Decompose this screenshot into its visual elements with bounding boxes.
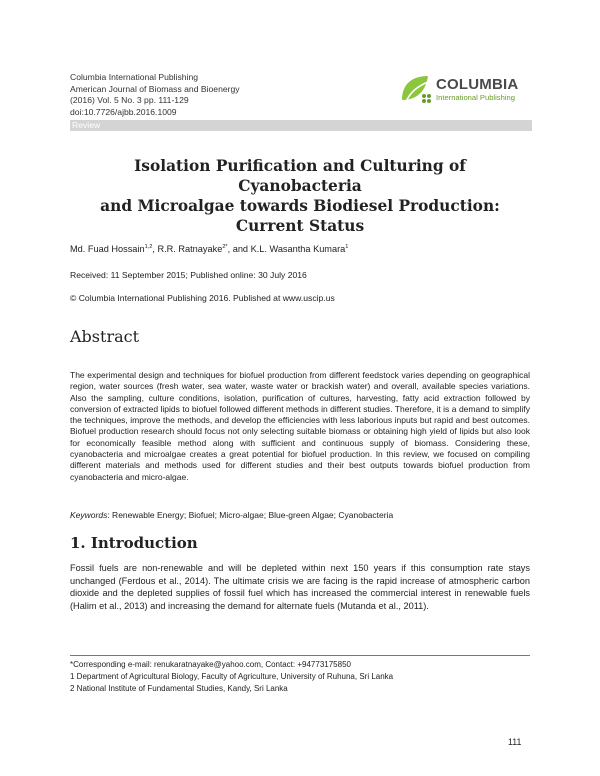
footnote-corresponding: *Corresponding e-mail: renukaratnayake@yahoo.com, Contact: +94773175850 — [70, 660, 351, 669]
author-3: , and K.L. Wasantha Kumara — [227, 244, 346, 255]
page-number: 111 — [508, 737, 522, 747]
received-dates: Received: 11 September 2015; Published online: 30 July 2016 — [70, 270, 307, 280]
publisher-name: Columbia International Publishing — [70, 72, 199, 82]
author-1: Md. Fuad Hossain — [70, 244, 145, 255]
introduction-text: Fossil fuels are non-renewable and will be depleted within next 150 years if this consumption rate stays unchanged (Ferdous et al., 2014). The ultimate crisis we are facing is the rapid increase of atmospheric carbon dioxide and the depleted supplies of fossil fuel which has increased the commercial interest in renewable fuels (Halim et al., 2013) and increasing the demand for alternate fuels (Mutanda et al., 2011). — [70, 563, 530, 611]
title-line-3: Current Status — [235, 217, 365, 235]
copyright-notice: © Columbia International Publishing 2016. Published at www.uscip.us — [70, 293, 335, 303]
introduction-heading: 1. Introduction — [70, 534, 198, 552]
footnote-divider — [70, 655, 530, 656]
author-3-affil: 1 — [345, 244, 349, 250]
footnote-affiliation-1: 1 Department of Agricultural Biology, Faculty of Agriculture, University of Ruhuna, Sri Lanka — [70, 672, 394, 681]
paper-title — [70, 156, 530, 236]
keywords-label: Keywords — [70, 510, 108, 520]
leaf-logo-icon — [398, 72, 434, 108]
title-line-1: Isolation Purification and Culturing of Cyanobacteria — [134, 157, 466, 195]
keywords-text: : Renewable Energy; Biofuel; Micro-algae; Blue-green Algae; Cyanobacteria — [107, 510, 394, 520]
author-list — [70, 244, 348, 254]
title-line-2: and Microalgae towards Biodiesel Production: — [100, 197, 500, 215]
volume-info: (2016) Vol. 5 No. 3 pp. 111-129 — [70, 95, 189, 106]
abstract-heading: Abstract — [70, 327, 140, 346]
logo-name: COLUMBIA — [436, 76, 519, 93]
publisher-logo — [398, 72, 538, 108]
journal-header — [70, 72, 240, 118]
section-label: Review — [70, 120, 532, 131]
author-1-affil: 1,2 — [144, 244, 153, 250]
journal-name: American Journal of Biomass and Bioenergy — [70, 83, 240, 94]
abstract-text: The experimental design and techniques for biofuel production from different feedstock varies depending on geographical region, water sources (fresh water, sea water, waste water or brackish water) and overall, available species variations. Also the sampling, culture conditions, isolation, purification of cultures, harvesting, fatty acid extraction followed by conversion of extracted lipids to biofuel followed different methods in different studies. Therefore, it is a demand to simplify the techniques, improve the methods, and develop the efficiencies with less laborious inputs but rapid and best outcomes. Biofuel production research should focus not only selecting suitable biomass or obtaining high yield of lipids but also look for economically feasible method along with sufficient and continuous supply of biomass. Considering these, cyanobacteria and microalgae creates a great potential for biofuel production. In this review, we focused on compiling different materials and methods used for different studies and their best outputs towards biofuel production from cyanobacteria and micro-algae. — [70, 370, 530, 482]
keywords — [70, 510, 393, 520]
footnote-affiliation-2: 2 National Institute of Fundamental Studies, Kandy, Sri Lanka — [70, 684, 288, 693]
author-2: , R.R. Ratnayake — [152, 244, 223, 255]
author-2-affil: 2* — [222, 244, 228, 250]
logo-subtitle: International Publishing — [436, 93, 515, 102]
doi[interactable]: doi:10.7726/ajbb.2016.1009 — [70, 106, 177, 117]
